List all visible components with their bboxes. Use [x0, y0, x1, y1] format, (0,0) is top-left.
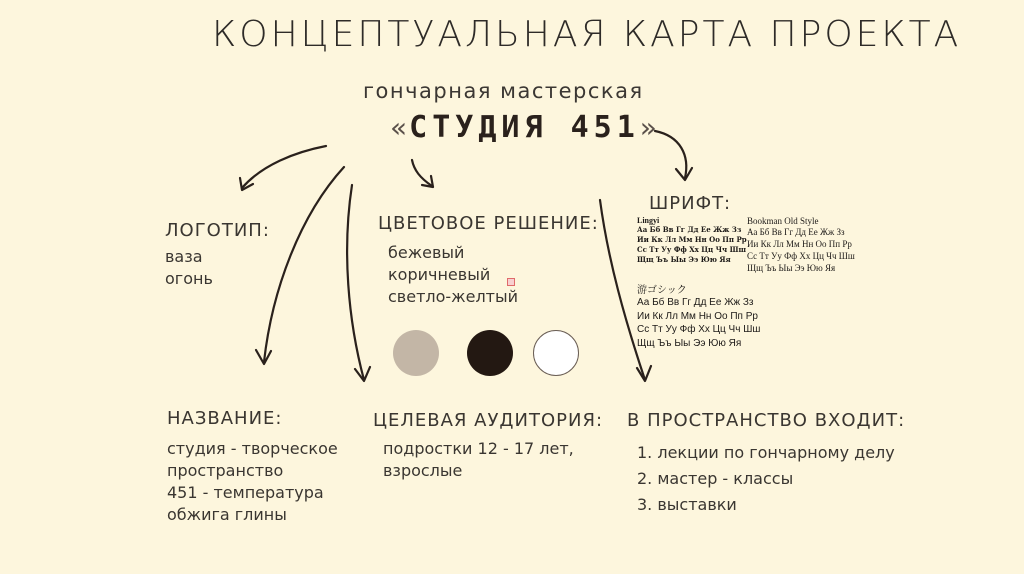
includes-list	[637, 440, 895, 518]
brand-quote-close: »	[639, 111, 659, 144]
arrow-to-colors	[412, 160, 432, 186]
font-sample-name: Lingyi	[637, 216, 660, 225]
color-item: коричневый	[388, 265, 491, 284]
font-sample-line: Ии Кк Лл Мм Нн Оо Пп Рр	[637, 310, 758, 322]
logo-heading: ЛОГОТИП:	[165, 220, 270, 241]
swatch-light-yellow	[533, 330, 579, 376]
logo-list	[165, 246, 213, 290]
font-sample-name: 游ゴシック	[637, 285, 687, 296]
font-sample-line: Сс Тт Уу Фф Хх Цц Чч Шш	[637, 245, 747, 254]
font-sample-line: Ии Кк Лл Мм Нн Оо Пп Рр	[637, 235, 747, 244]
includes-item: 1. лекции по гончарному делу	[637, 443, 895, 462]
includes-heading: В ПРОСТРАНСТВО ВХОДИТ:	[627, 410, 906, 431]
name-line: пространство	[167, 461, 284, 480]
font-sample-lingyi	[637, 216, 747, 265]
font-heading: ШРИФТ:	[649, 193, 732, 214]
name-line: студия - творческое	[167, 439, 338, 458]
font-sample-line: Аа Бб Вв Гг Дд Ее Жж Зз	[747, 227, 845, 237]
audience-line: взрослые	[383, 461, 463, 480]
font-sample-name: Bookman Old Style	[747, 216, 819, 226]
name-line: 451 - температура	[167, 483, 324, 502]
colors-heading: ЦВЕТОВОЕ РЕШЕНИЕ:	[378, 213, 599, 234]
font-sample-line: Аа Бб Вв Гг Дд Ее Жж Зз	[637, 297, 754, 308]
font-sample-line: Щщ Ъъ Ыы Ээ Юю Яя	[637, 337, 742, 349]
comment-marker-icon[interactable]	[507, 278, 515, 286]
swatch-brown	[467, 330, 513, 376]
color-item: бежевый	[388, 243, 465, 262]
font-sample-line: Сс Тт Уу Фф Хх Цц Чч Шш	[637, 324, 761, 335]
audience-description	[383, 438, 574, 482]
brand-text: СТУДИЯ 451	[409, 110, 640, 145]
color-item: светло-желтый	[388, 287, 519, 306]
font-sample-line: Щщ Ъъ Ыы Ээ Юю Яя	[637, 255, 731, 264]
audience-line: подростки 12 - 17 лет,	[383, 439, 574, 458]
includes-item: 2. мастер - классы	[637, 469, 794, 488]
font-sample-line: Ии Кк Лл Мм Нн Оо Пп Рр	[747, 239, 852, 249]
logo-item: ваза	[165, 247, 203, 266]
includes-item: 3. выставки	[637, 495, 737, 514]
arrow-to-logo	[242, 146, 326, 188]
font-sample-bookman	[747, 216, 855, 274]
arrow-to-font-head	[676, 168, 692, 180]
name-description	[167, 438, 338, 526]
logo-item: огонь	[165, 269, 213, 288]
swatch-beige	[393, 330, 439, 376]
font-sample-line: Щщ Ъъ Ыы Ээ Юю Яя	[747, 263, 836, 273]
audience-heading: ЦЕЛЕВАЯ АУДИТОРИЯ:	[373, 410, 604, 431]
arrow-to-audience	[347, 185, 364, 380]
name-line: обжига глины	[167, 505, 287, 524]
subtitle: гончарная мастерская	[363, 79, 644, 103]
font-sample-line: Аа Бб Вв Гг Дд Ее Жж Зз	[637, 225, 742, 234]
page-title: КОНЦЕПТУАЛЬНАЯ КАРТА ПРОЕКТА	[212, 14, 962, 55]
name-heading: НАЗВАНИЕ:	[167, 408, 283, 429]
font-sample-line: Сс Тт Уу Фф Хх Цц Чч Шш	[747, 251, 855, 261]
brand-quote-open: «	[390, 111, 410, 144]
brand-name	[390, 110, 659, 145]
colors-list	[388, 242, 518, 308]
font-sample-yugothic	[637, 281, 760, 350]
arrow-to-name	[264, 167, 344, 362]
arrow-to-font	[655, 131, 686, 178]
